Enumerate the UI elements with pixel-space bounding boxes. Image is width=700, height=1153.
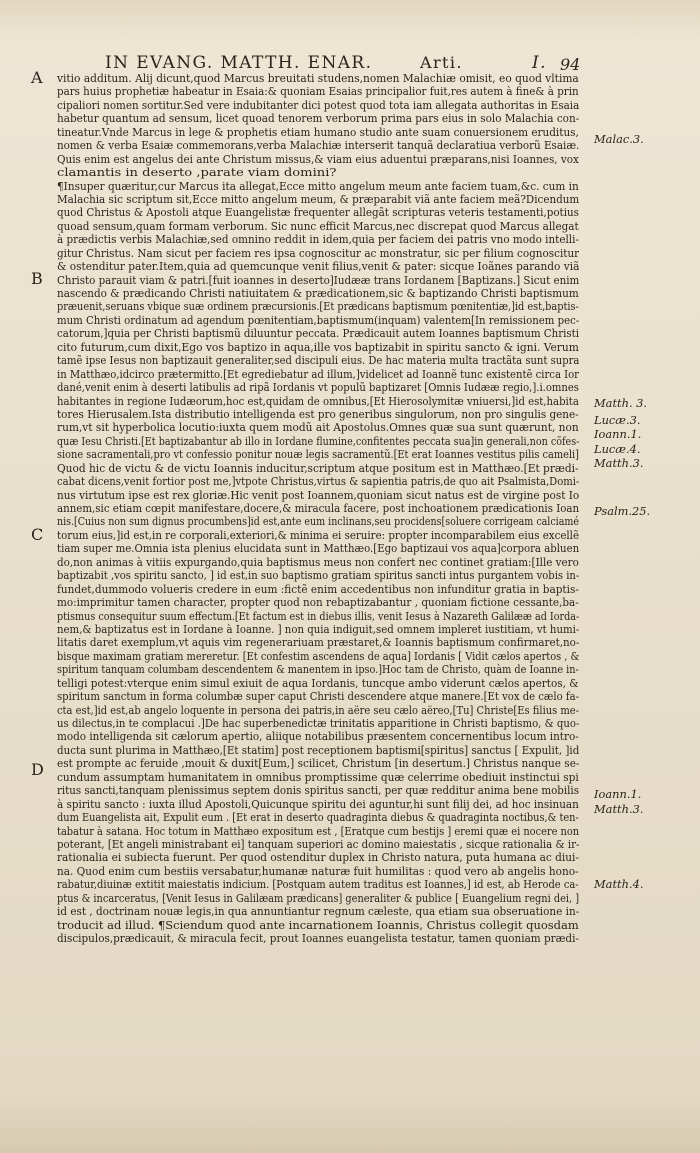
margin-note: Matth.4. <box>594 877 644 891</box>
margin-note: Malac.3. <box>594 132 644 146</box>
section-letter-b: B <box>31 269 43 288</box>
margin-note: Matth.3. <box>594 802 644 816</box>
running-header <box>105 52 585 74</box>
header-article-label: Arti. <box>420 53 463 72</box>
margin-note: Ioann.1. <box>594 787 642 801</box>
header-article-number: I. <box>532 53 547 73</box>
margin-note: Ioann.1. <box>594 427 642 441</box>
section-letter-d: D <box>31 760 44 779</box>
section-letter-c: C <box>31 525 44 544</box>
margin-note: Matth. 3. <box>594 396 648 410</box>
margin-note: Matth.3. <box>594 456 644 470</box>
paper-stain-bottom <box>0 1090 700 1153</box>
margin-note: Psalm.25. <box>594 504 651 518</box>
section-letter-a: A <box>31 68 43 87</box>
margin-note: Lucæ.4. <box>594 442 641 456</box>
header-title: IN EVANG. MATTH. ENAR. <box>105 53 373 73</box>
paper-stain-top <box>0 0 700 40</box>
commentary-text: vitio additum. Alij dicunt,quod Marcus breuitati studens,nomen Malachiæ omisit, eo quod vltima pars huius prophetiæ habeatur in Esaia:& quoniam Esaias principalior fuit,res autem à fine& à prin cipaliori nomen sortitur.Sed vere indubitanter dici potest quod tota iam allegata authoritas in Esaia habetur quantum ad sensum, licet quoad tenorem verborum prima pars eius in solo Malachia con- tineatur.Vnde Marcus in lege & prophetis etiam humano studio ante suam conuersionem eruditus, nomen & verba Esaiæ commemorans,verba Malachiæ interserit tanquã declaratiua verborũ Esaiæ. Quis enim est angelus dei ante Christum missus,& viam eius aduentui præparans,nisi Ioannes, vox clamantis in deserto ,parate viam domini? ¶Insuper quæritur,cur Marcus ita allegat,Ecce mitto angelum meum ante faciem tuam,&c. cum in Malachia sic scriptum sit,Ecce mitto angelum meum, & præparabit viã ante faciem meã?Dicendum quod Christus & Apostoli atque Euangelistæ frequenter allegãt scripturas veteris testamenti,potius quoad sensum,quam formam verborum. Sic nunc efficit Marcus,nec discrepat quod Marcus allegat à prædictis verbis Malachiæ,sed omnino reddit in idem,quia per faciem dei patris vno modo intelli- gitur Christus. Nam sicut per faciem res ipsa cognoscitur ac monstratur, sic per filium cognoscitur & ostenditur pater.Item,quia ad quemcunque venit filius,venit & pater: sicque Ioãnes parando viã Christo parauit viam & patri.[fuit ioannes in deserto]Iudææ trans Iordanem [Baptizans.] Sicut enim nascendo & prædicando Christi natiuitatem & prædicationem,sic & baptizando Christi baptismum præuenit,seruans vbique suæ ordinem præcursionis.[Et prædicans baptismum pœnitentiæ,]id est,baptis- mum Christi ordinatum ad agendum pœnitentiam,baptismum(inquam) valentem[In remissionem pec- catorum,]quia per Christi baptismũ diluuntur peccata. Prædicauit autem Ioannes baptismum Christi cito futurum,cum dixit,Ego vos baptizo in aqua,ille vos baptizabit in spiritu sancto & igni. Verum tamẽ ipse Iesus non baptizauit generaliter,sed discipuli eius. De hac materia multa tractãta sunt supra in Matthæo,idcirco prætermitto.[Et egrediebatur ad illum,]videlicet ad Ioannẽ tunc existentẽ circa Ior dané,venit enim à deserti latibulis ad ripã Iordanis vt populũ baptizaret [Omnis Iudææ regio,].i.omnes habitantes in regione Iudæorum,hoc est,quidam de omnibus,[Et Hierosolymitæ vniuersi,]id est,habita tores Hierusalem.Ista distributio intelligenda est pro generibus singulorum, non pro singulis gene- rum,vt sit hyperbolica locutio:iuxta quem modũ ait Apostolus.Omnes quæ sua sunt quærunt, non quæ Iesu Christi.[Et baptizabantur ab illo in Iordane flumine,confitentes peccata sua]in generali,non cõfes- sione sacramentali,pro vt confessio ponitur nouæ legis sacramentũ.[Et erat Ioannes vestitus pilis cameli] Quod hic de victu & de victu Ioannis inducitur,scriptum atque positum est in Matthæo.[Et prædi- cabat dicens,venit fortior post me,]vtpote Christus,virtus & sapientia patris,de quo ait Psalmista,Domi- nus virtutum ipse est rex gloriæ.Hic venit post Ioannem,quoniam sicut natus est de virgine post Io annem,sic etiam cœpit manifestare,docere,& miracula facere, post inchoationem prædicationis Ioan nis.[Cuius non sum dignus procumbens]id est,ante eum inclinans,seu procidens[soluere corrigeam calciamé torum eius,]id est,in re corporali,exteriori,& minima ei seruire: propter incomparabilem eius excellẽ tiam super me.Omnia ista plenius elucidata sunt in Matthæo.[Ego baptizaui vos aqua]corpora abluen do,non animas à vitiis expurgando,quia baptismus meus non confert nec continet gratiam:[Ille vero baptizabit ,vos spiritu sancto, ] id est,in suo baptismo gratiam spiritus sancti intus purgantem vobis in- fundet,dummodo volueris credere in eum :fictẽ enim accedentibus non infunditur gratia in baptis- mo:imprimitur tamen character, propter quod non rebaptizabantur , quoniam fictione cessante,ba- ptismus consequitur suum effectum.[Et factum est in diebus illis, venit Iesus à Nazareth Galilææ ad Iorda- nem,& baptizatus est in Iordane à Ioanne. ] non quia indiguit,sed omnem impleret iustitiam, vt humi- litatis daret exemplum,vt aquis vim regenerariuam præstaret,& Ioannis baptismum confirmaret,no- bisque maximam gratiam mereretur. [Et confestim ascendens de aqua] Iordanis [ Vidit cælos apertos , & spiritum tanquam columbam descendentem & manentem in ipso.]Hoc tam de Christo, quàm de Ioanne in- telligi potest:vterque enim simul exiuit de aqua Iordanis, tuncque ambo viderunt cælos apertos, & spiritum sanctum in forma columbæ super caput Christi descendere atque manere.[Et vox de cælo fa- cta est,]id est,ab angelo loquente in persona dei patris,in aëre seu cælo aëreo,[Tu] Christe[Es filius me- us dilectus,in te complacui .]De hac superbenedictæ trinitatis apparitione in Christi baptismo, & quo- modo intelligenda sit cælorum apertio, aliique notabilibus præsentem concernentibus locum intro- ducta sunt plurima in Matthæo,[Et statim] post receptionem baptismi[spiritus] sanctus [ Expulit, ]id est prompte ac feruide ,mouit & duxit[Eum,] scilicet, Christum [in desertum.] Christus nanque se- cundum assumptam humanitatem in omnibus promptissime quæ celerrime obediuit instinctui spi ritus sancti,tanquam plenissimus septem donis spiritus sancti, per quæ redditur anima bene mobilis à spiritu sancto : iuxta illud Apostoli,Quicunque spiritu dei aguntur,hi sunt filij dei, ad hoc insinuan dum Euangelista ait, Expulit eum . [Et erat in deserto quadraginta diebus & quadraginta noctibus,& ten- tabatur à satana. Hoc totum in Matthæo expositum est , [Eratque cum bestijs ] eremi quæ ei nocere non poterant, [Et angeli ministrabant ei] tanquam superiori ac domino maiestatis , sicque rationalia & ir- rationalia ei subiecta fuerunt. Per quod ostenditur duplex in Christo natura, puta humana ac diui- na. Quod enim cum bestiis versabatur,humanæ naturæ fuit humilitas : quod vero ab angelis hono- rabatur,diuinæ extitit maiestatis indicium. [Postquam autem traditus est Ioannes,] id est, ab Herode ca- ptus & incarceratus, [Venit Iesus in Galilæam prædicans] generaliter & publice [ Euangelium regni dei, ] id est , doctrinam nouæ legis,in qua annuntiantur regnum cæleste, qua etiam sua obseruatione in- troducit ad illud. ¶Sciendum quod ante incarnationem Ioannis, Christus collegit quosdam discipulos,prædicauit, & miracula fecit, prout Ioannes euangelista testatur, tamen quoniam prædi- <box>57 72 579 945</box>
folio-number: 94 <box>560 55 581 74</box>
margin-note: Lucæ.3. <box>594 413 641 427</box>
